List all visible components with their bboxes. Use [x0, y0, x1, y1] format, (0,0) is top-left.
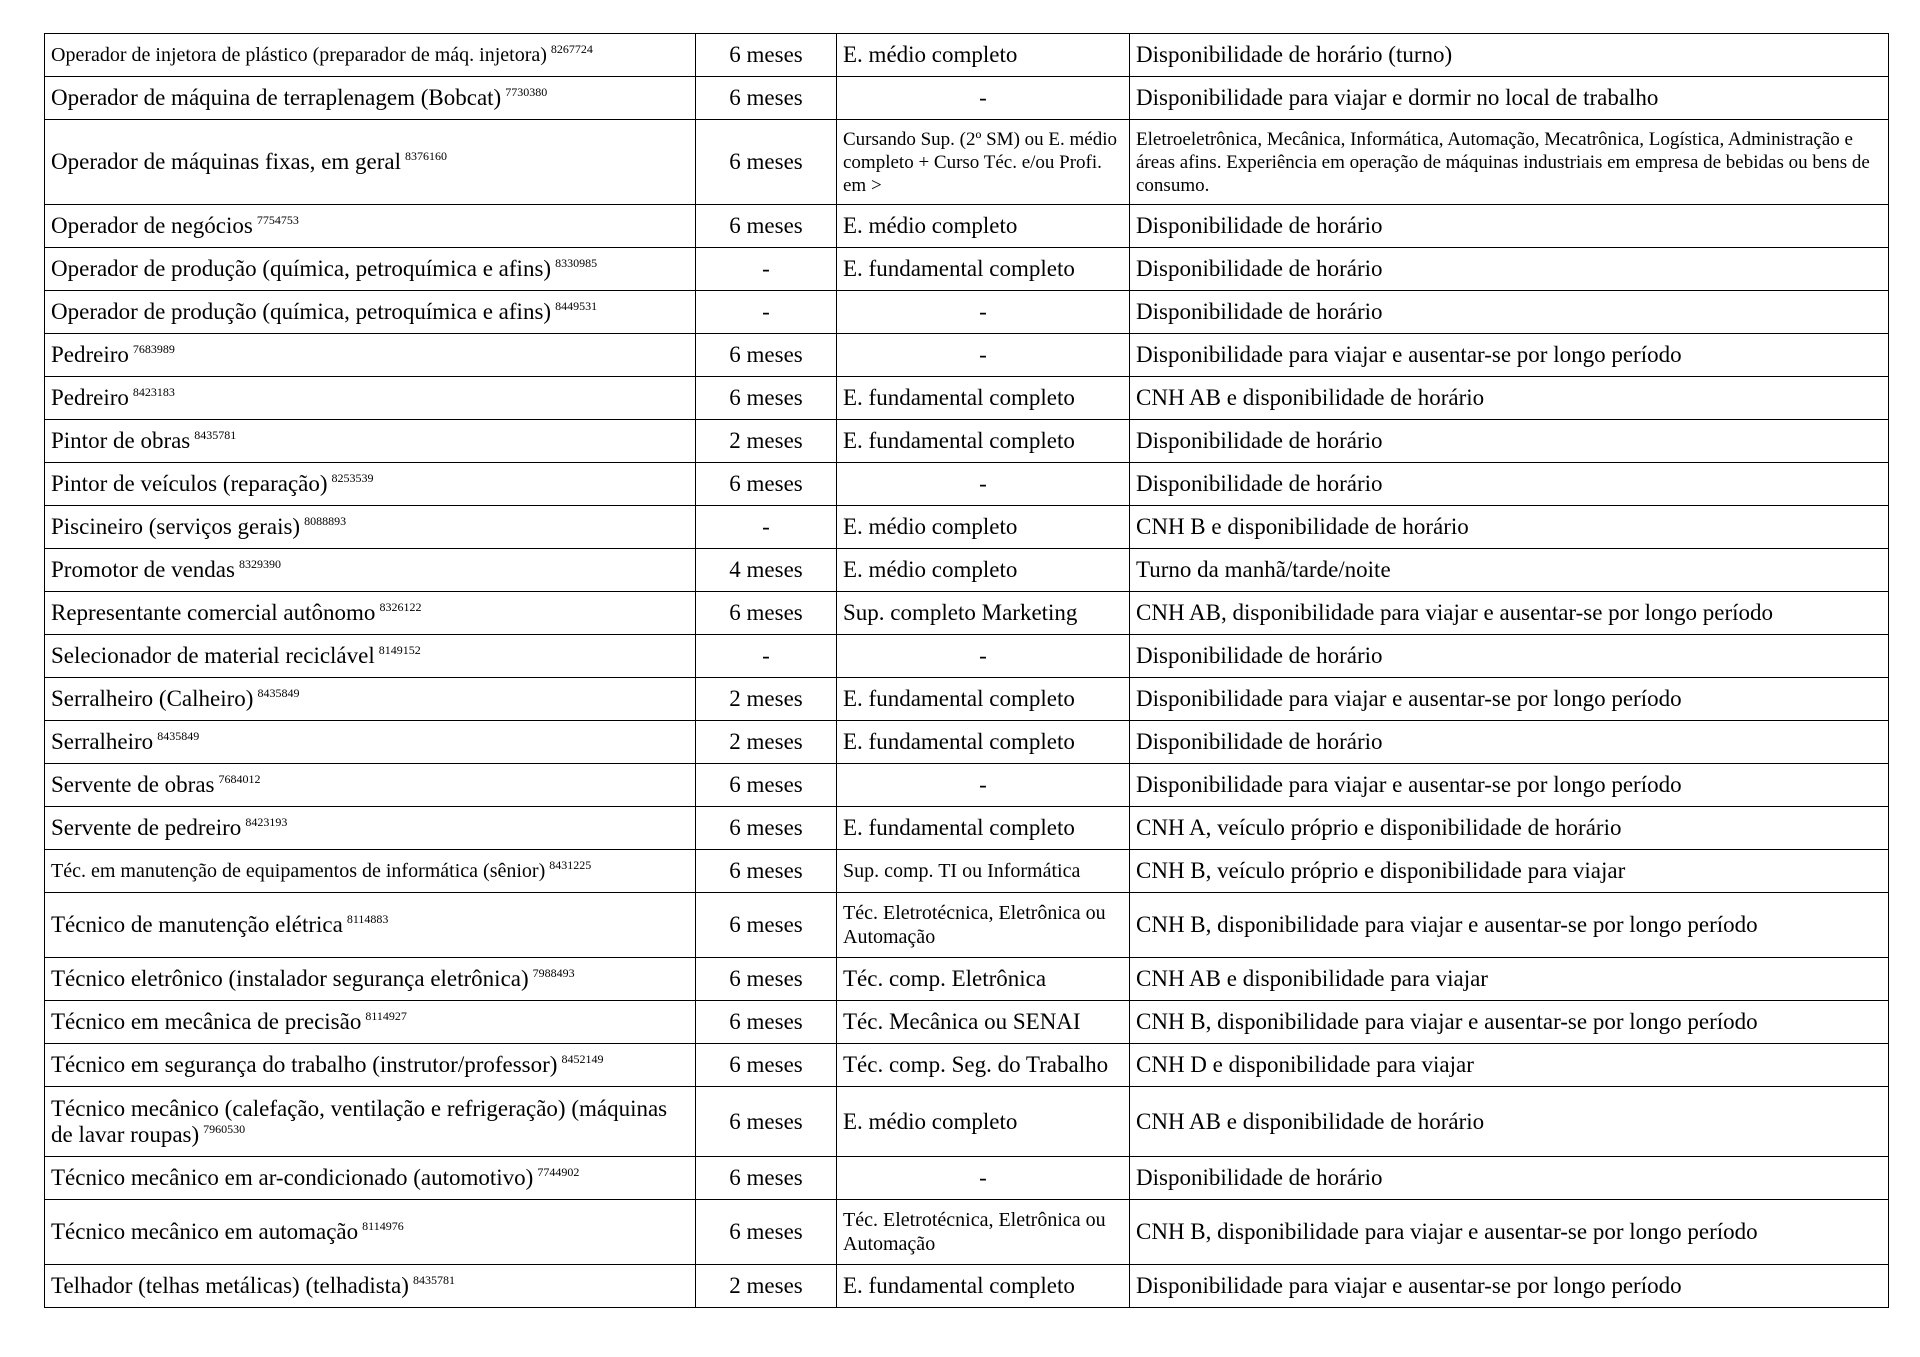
- education-cell: -: [837, 764, 1130, 807]
- job-code: 7684012: [218, 772, 261, 787]
- occupation-name: Pedreiro: [51, 342, 129, 367]
- experience-cell: 6 meses: [696, 1157, 837, 1200]
- table-row: [45, 721, 1889, 764]
- experience-cell: 6 meses: [696, 463, 837, 506]
- job-code: 8376160: [404, 149, 447, 164]
- education-cell: E. fundamental completo: [837, 721, 1130, 764]
- job-code: 8435781: [412, 1273, 455, 1288]
- occupation-cell: [45, 1087, 696, 1157]
- job-code: 7730380: [505, 85, 548, 100]
- education-cell: E. médio completo: [837, 549, 1130, 592]
- table-row: [45, 1044, 1889, 1087]
- education-cell: -: [837, 635, 1130, 678]
- education-cell: Téc. comp. Eletrônica: [837, 958, 1130, 1001]
- education-cell: -: [837, 1157, 1130, 1200]
- occupation-name: Telhador (telhas metálicas) (telhadista): [51, 1273, 409, 1298]
- occupation-name: Técnico em mecânica de precisão: [51, 1009, 362, 1034]
- job-code: 8114976: [362, 1219, 404, 1234]
- job-code: 7683989: [132, 342, 175, 357]
- requirements-cell: Eletroeletrônica, Mecânica, Informática, Automação, Mecatrônica, Logística, Administração e áreas afins. Experiência em operação de máquinas industriais em empresa de bebidas ou bens de consumo.: [1130, 120, 1889, 205]
- occupation-name: Piscineiro (serviços gerais): [51, 514, 301, 539]
- occupation-cell: [45, 1200, 696, 1265]
- experience-cell: 6 meses: [696, 764, 837, 807]
- table-row: [45, 1265, 1889, 1308]
- experience-cell: 6 meses: [696, 377, 837, 420]
- occupation-cell: [45, 420, 696, 463]
- table-row: [45, 635, 1889, 678]
- job-code: 8423183: [132, 385, 175, 400]
- occupation-name: Pedreiro: [51, 385, 129, 410]
- requirements-cell: Turno da manhã/tarde/noite: [1130, 549, 1889, 592]
- table-row: [45, 77, 1889, 120]
- occupation-name: Técnico em segurança do trabalho (instrutor/professor): [51, 1052, 558, 1077]
- job-table-body: [45, 34, 1889, 1308]
- occupation-cell: [45, 377, 696, 420]
- occupation-cell: [45, 635, 696, 678]
- table-row: [45, 549, 1889, 592]
- document-page: [44, 33, 1884, 1308]
- experience-cell: 6 meses: [696, 807, 837, 850]
- occupation-cell: [45, 120, 696, 205]
- occupation-cell: [45, 721, 696, 764]
- education-cell: -: [837, 77, 1130, 120]
- requirements-cell: CNH B, disponibilidade para viajar e ausentar-se por longo período: [1130, 893, 1889, 958]
- requirements-cell: CNH AB, disponibilidade para viajar e ausentar-se por longo período: [1130, 592, 1889, 635]
- table-row: [45, 1001, 1889, 1044]
- requirements-cell: Disponibilidade de horário: [1130, 635, 1889, 678]
- requirements-cell: Disponibilidade de horário: [1130, 420, 1889, 463]
- job-code: 7744902: [537, 1165, 580, 1180]
- requirements-cell: Disponibilidade para viajar e ausentar-se por longo período: [1130, 678, 1889, 721]
- experience-cell: -: [696, 635, 837, 678]
- occupation-cell: [45, 807, 696, 850]
- experience-cell: 6 meses: [696, 334, 837, 377]
- experience-cell: 2 meses: [696, 1265, 837, 1308]
- occupation-name: Operador de negócios: [51, 213, 253, 238]
- table-row: [45, 592, 1889, 635]
- occupation-name: Pintor de veículos (reparação): [51, 471, 328, 496]
- education-cell: E. fundamental completo: [837, 420, 1130, 463]
- requirements-cell: Disponibilidade para viajar e ausentar-se por longo período: [1130, 1265, 1889, 1308]
- experience-cell: 2 meses: [696, 721, 837, 764]
- job-code: 8431225: [549, 858, 592, 873]
- table-row: [45, 1157, 1889, 1200]
- experience-cell: 6 meses: [696, 205, 837, 248]
- requirements-cell: Disponibilidade para viajar e ausentar-se por longo período: [1130, 334, 1889, 377]
- table-row: [45, 205, 1889, 248]
- job-code: 8114883: [346, 912, 389, 927]
- occupation-name: Técnico eletrônico (instalador segurança eletrônica): [51, 966, 529, 991]
- occupation-cell: [45, 764, 696, 807]
- education-cell: Téc. Eletrotécnica, Eletrônica ou Automação: [837, 1200, 1130, 1265]
- table-row: [45, 958, 1889, 1001]
- requirements-cell: Disponibilidade para viajar e ausentar-se por longo período: [1130, 764, 1889, 807]
- requirements-cell: Disponibilidade de horário: [1130, 291, 1889, 334]
- occupation-name: Operador de produção (química, petroquímica e afins): [51, 299, 552, 324]
- table-row: [45, 120, 1889, 205]
- occupation-cell: [45, 958, 696, 1001]
- education-cell: E. fundamental completo: [837, 678, 1130, 721]
- occupation-cell: [45, 1001, 696, 1044]
- experience-cell: -: [696, 248, 837, 291]
- job-code: 8329390: [238, 557, 281, 572]
- experience-cell: 6 meses: [696, 120, 837, 205]
- table-row: [45, 807, 1889, 850]
- occupation-cell: [45, 678, 696, 721]
- job-code: 8267724: [550, 42, 593, 57]
- occupation-cell: [45, 850, 696, 893]
- requirements-cell: CNH AB e disponibilidade de horário: [1130, 377, 1889, 420]
- experience-cell: 2 meses: [696, 678, 837, 721]
- occupation-cell: [45, 592, 696, 635]
- requirements-cell: CNH AB e disponibilidade de horário: [1130, 1087, 1889, 1157]
- table-row: [45, 850, 1889, 893]
- occupation-name: Pintor de obras: [51, 428, 191, 453]
- occupation-name: Operador de produção (química, petroquímica e afins): [51, 256, 552, 281]
- occupation-cell: [45, 893, 696, 958]
- experience-cell: 4 meses: [696, 549, 837, 592]
- occupation-cell: [45, 1265, 696, 1308]
- job-code: 8435781: [194, 428, 237, 443]
- experience-cell: 6 meses: [696, 893, 837, 958]
- table-row: [45, 334, 1889, 377]
- occupation-cell: [45, 549, 696, 592]
- table-row: [45, 893, 1889, 958]
- education-cell: Téc. Mecânica ou SENAI: [837, 1001, 1130, 1044]
- experience-cell: 6 meses: [696, 958, 837, 1001]
- experience-cell: 2 meses: [696, 420, 837, 463]
- job-code: 8253539: [331, 471, 374, 486]
- table-row: [45, 291, 1889, 334]
- requirements-cell: CNH D e disponibilidade para viajar: [1130, 1044, 1889, 1087]
- table-row: [45, 377, 1889, 420]
- occupation-cell: [45, 77, 696, 120]
- job-code: 8435849: [257, 686, 300, 701]
- table-row: [45, 1087, 1889, 1157]
- requirements-cell: CNH B, disponibilidade para viajar e ausentar-se por longo período: [1130, 1001, 1889, 1044]
- education-cell: E. médio completo: [837, 1087, 1130, 1157]
- occupation-name: Técnico mecânico em automação: [51, 1219, 359, 1244]
- education-cell: -: [837, 291, 1130, 334]
- experience-cell: 6 meses: [696, 1001, 837, 1044]
- occupation-name: Técnico mecânico em ar-condicionado (automotivo): [51, 1165, 534, 1190]
- job-code: 8330985: [555, 256, 598, 271]
- job-code: 8114927: [365, 1009, 407, 1024]
- job-code: 8452149: [561, 1052, 604, 1067]
- job-code: 8088893: [304, 514, 347, 529]
- occupation-name: Técnico mecânico (calefação, ventilação e refrigeração) (máquinas de lavar roupas): [51, 1095, 668, 1147]
- experience-cell: 6 meses: [696, 1200, 837, 1265]
- occupation-name: Promotor de vendas: [51, 557, 235, 582]
- occupation-name: Técnico de manutenção elétrica: [51, 912, 343, 937]
- job-code: 7754753: [256, 213, 299, 228]
- experience-cell: 6 meses: [696, 1044, 837, 1087]
- requirements-cell: Disponibilidade para viajar e dormir no local de trabalho: [1130, 77, 1889, 120]
- occupation-cell: [45, 334, 696, 377]
- job-code: 8449531: [555, 299, 598, 314]
- education-cell: E. fundamental completo: [837, 377, 1130, 420]
- table-row: [45, 678, 1889, 721]
- table-row: [45, 1200, 1889, 1265]
- education-cell: Téc. comp. Seg. do Trabalho: [837, 1044, 1130, 1087]
- education-cell: E. fundamental completo: [837, 248, 1130, 291]
- requirements-cell: CNH B, disponibilidade para viajar e ausentar-se por longo período: [1130, 1200, 1889, 1265]
- occupation-name: Servente de pedreiro: [51, 815, 242, 840]
- table-row: [45, 420, 1889, 463]
- education-cell: -: [837, 334, 1130, 377]
- experience-cell: 6 meses: [696, 592, 837, 635]
- job-code: 7960530: [203, 1121, 246, 1136]
- table-row: [45, 248, 1889, 291]
- experience-cell: 6 meses: [696, 850, 837, 893]
- experience-cell: 6 meses: [696, 34, 837, 77]
- education-cell: E. fundamental completo: [837, 807, 1130, 850]
- table-row: [45, 463, 1889, 506]
- job-code: 8326122: [379, 600, 422, 615]
- requirements-cell: Disponibilidade de horário: [1130, 248, 1889, 291]
- occupation-name: Representante comercial autônomo: [51, 600, 376, 625]
- occupation-cell: [45, 1157, 696, 1200]
- requirements-cell: Disponibilidade de horário (turno): [1130, 34, 1889, 77]
- table-row: [45, 506, 1889, 549]
- occupation-name: Selecionador de material reciclável: [51, 643, 375, 668]
- education-cell: E. fundamental completo: [837, 1265, 1130, 1308]
- experience-cell: -: [696, 291, 837, 334]
- requirements-cell: CNH A, veículo próprio e disponibilidade de horário: [1130, 807, 1889, 850]
- table-row: [45, 34, 1889, 77]
- requirements-cell: CNH B, veículo próprio e disponibilidade para viajar: [1130, 850, 1889, 893]
- requirements-cell: Disponibilidade de horário: [1130, 721, 1889, 764]
- job-table: [44, 33, 1889, 1308]
- occupation-cell: [45, 506, 696, 549]
- occupation-name: Serralheiro: [51, 729, 154, 754]
- education-cell: Cursando Sup. (2º SM) ou E. médio completo + Curso Téc. e/ou Profi. em >: [837, 120, 1130, 205]
- experience-cell: 6 meses: [696, 1087, 837, 1157]
- occupation-cell: [45, 248, 696, 291]
- experience-cell: -: [696, 506, 837, 549]
- table-row: [45, 764, 1889, 807]
- education-cell: E. médio completo: [837, 205, 1130, 248]
- occupation-name: Serralheiro (Calheiro): [51, 686, 254, 711]
- job-code: 8435849: [157, 729, 200, 744]
- job-code: 8423193: [245, 815, 288, 830]
- requirements-cell: CNH B e disponibilidade de horário: [1130, 506, 1889, 549]
- occupation-cell: [45, 34, 696, 77]
- occupation-name: Operador de injetora de plástico (preparador de máq. injetora): [51, 44, 547, 66]
- occupation-cell: [45, 1044, 696, 1087]
- education-cell: Téc. Eletrotécnica, Eletrônica ou Automação: [837, 893, 1130, 958]
- education-cell: Sup. completo Marketing: [837, 592, 1130, 635]
- occupation-cell: [45, 463, 696, 506]
- occupation-cell: [45, 291, 696, 334]
- occupation-cell: [45, 205, 696, 248]
- education-cell: E. médio completo: [837, 506, 1130, 549]
- job-code: 7988493: [532, 966, 575, 981]
- education-cell: E. médio completo: [837, 34, 1130, 77]
- occupation-name: Téc. em manutenção de equipamentos de informática (sênior): [51, 860, 546, 882]
- education-cell: Sup. comp. TI ou Informática: [837, 850, 1130, 893]
- requirements-cell: Disponibilidade de horário: [1130, 1157, 1889, 1200]
- requirements-cell: Disponibilidade de horário: [1130, 205, 1889, 248]
- experience-cell: 6 meses: [696, 77, 837, 120]
- occupation-name: Operador de máquina de terraplenagem (Bobcat): [51, 85, 502, 110]
- occupation-name: Servente de obras: [51, 772, 215, 797]
- requirements-cell: Disponibilidade de horário: [1130, 463, 1889, 506]
- requirements-cell: CNH AB e disponibilidade para viajar: [1130, 958, 1889, 1001]
- occupation-name: Operador de máquinas fixas, em geral: [51, 149, 401, 174]
- job-code: 8149152: [378, 643, 421, 658]
- education-cell: -: [837, 463, 1130, 506]
